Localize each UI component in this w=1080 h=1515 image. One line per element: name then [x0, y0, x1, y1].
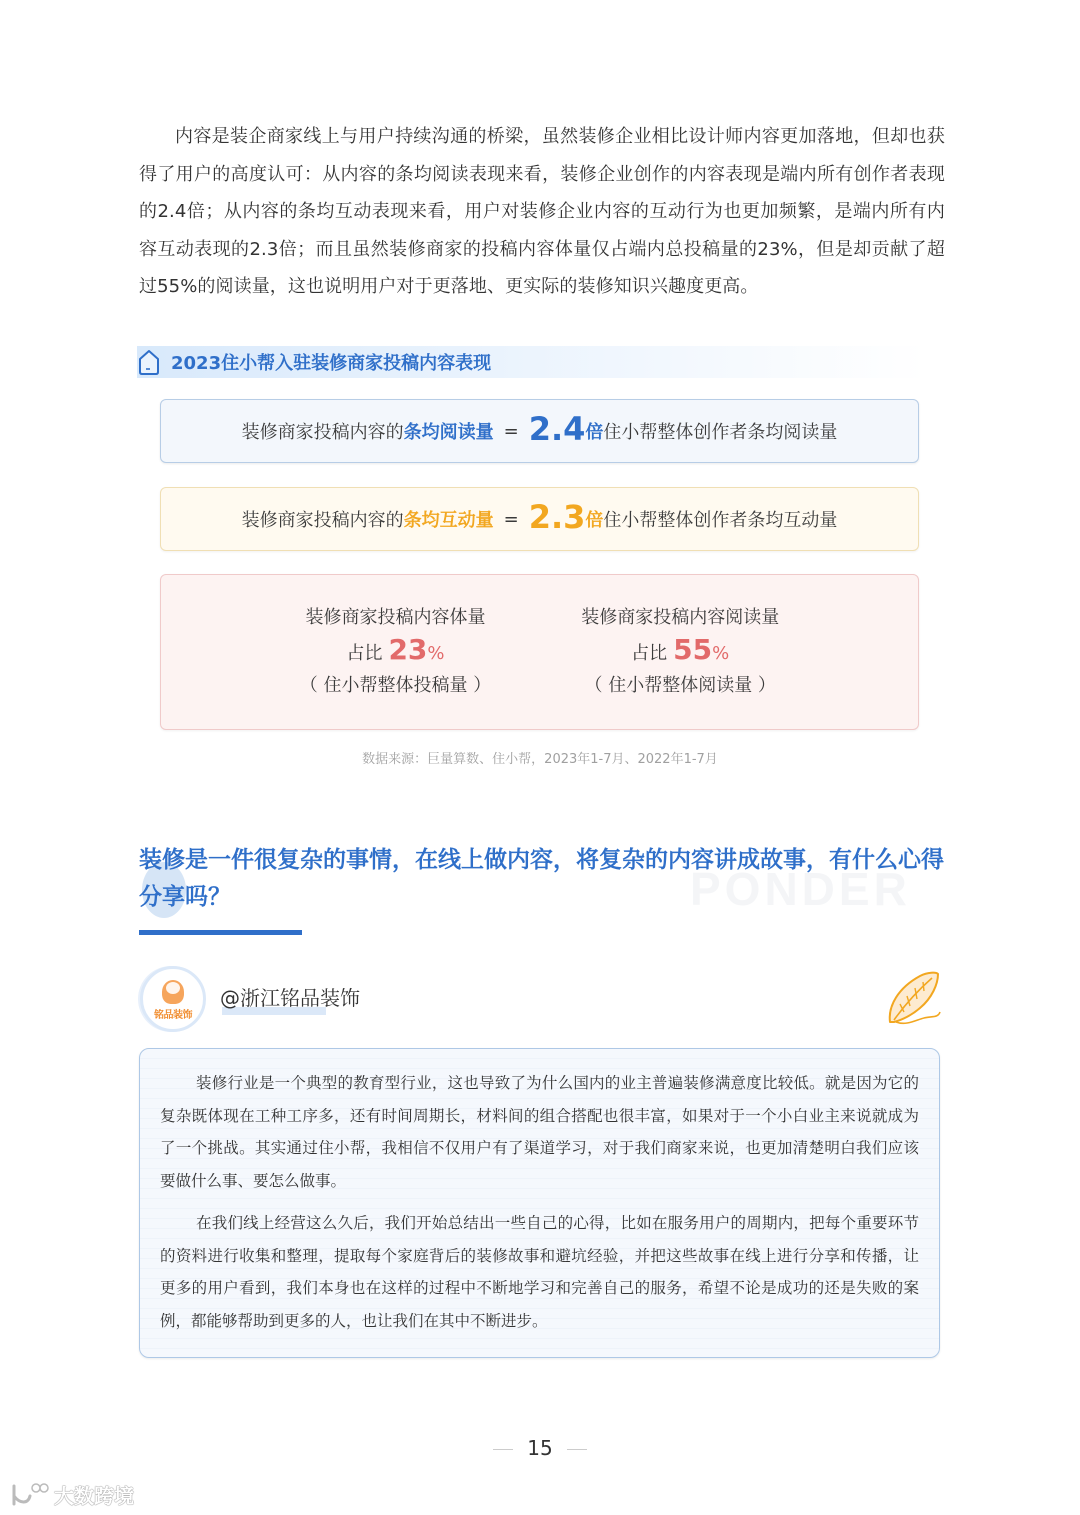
question-underline	[139, 930, 302, 935]
stat-card-reading	[160, 399, 919, 463]
intro-section	[139, 118, 945, 306]
section-header	[137, 346, 927, 378]
stat-unit: 倍	[585, 422, 604, 443]
stat-unit: 倍	[585, 510, 604, 531]
author-name: @浙江铭品装饰	[220, 986, 360, 1010]
share-label: 装修商家投稿内容阅读量	[581, 607, 780, 628]
equals-sign: =	[503, 420, 519, 442]
equals-sign: =	[503, 508, 519, 530]
stat-value: 2.4	[528, 410, 586, 448]
share-note: （ 住小帮整体阅读量 ）	[584, 675, 776, 696]
data-source: 数据来源：巨量算数、住小帮，2023年1-7月、2022年1-7月	[362, 752, 718, 767]
page-number-value: 15	[527, 1436, 553, 1460]
avatar	[140, 966, 206, 1032]
share-reads	[581, 602, 779, 702]
share-value: 23	[388, 633, 428, 666]
answer-quote-box	[139, 1048, 940, 1358]
answer-paragraph: 在我们线上经营这么久后，我们开始总结出一些自己的心得，比如在服务用户的周期内，把每个重要环节的资料进行收集和整理，提取每个家庭背后的装修故事和避坑经验，并把这些故事在线上进行分享和传播，让更多的用户看到，我们本身也在这样的过程中不断地学习和完善自己的服务，希望不论是成功的还是失败的案例，都能够帮助到更多的人，也让我们在其中不断进步。	[160, 1214, 919, 1330]
stat-card-share	[160, 574, 919, 730]
divider	[493, 1449, 513, 1450]
share-unit: %	[427, 643, 445, 664]
stat-highlight: 条均阅读量	[403, 422, 494, 443]
share-value-line	[581, 634, 779, 670]
interview-question: 装修是一件很复杂的事情，在线上做内容，将复杂的内容讲成故事，有什么心得分享吗？	[139, 847, 944, 910]
share-value-line	[300, 634, 491, 670]
stat-prefix: 装修商家投稿内容的	[241, 510, 404, 531]
quill-icon	[880, 966, 946, 1032]
share-note: （ 住小帮整体投稿量 ）	[299, 675, 492, 696]
share-prefix: 占比	[346, 643, 383, 664]
intro-paragraph: 内容是装企商家线上与用户持续沟通的桥梁，虽然装修企业相比设计师内容更加落地，但却也获得了用户的高度认可：从内容的条均阅读表现来看，装修企业创作的内容表现是端内所有创作者表现的2.4倍；从内容的条均互动表现来看，用户对装修企业内容的互动行为也更加频繁，是端内所有内容互动表现的2.3倍；而且虽然装修商家的投稿内容体量仅占端内总投稿量的23%，但是却贡献了超过55%的阅读量，这也说明用户对于更落地、更实际的装修知识兴趣度更高。	[139, 126, 945, 297]
divider	[567, 1449, 587, 1450]
stat-card-interaction	[160, 487, 919, 551]
avatar-brand: 铭品装饰	[154, 1009, 192, 1021]
section-title: 2023住小帮入驻装修商家投稿内容表现	[171, 353, 492, 374]
watermark-logo	[10, 1480, 134, 1509]
watermark-text: PONDER	[690, 863, 911, 915]
mascot-icon	[162, 980, 184, 1004]
answer-paragraph: 装修行业是一个典型的教育型行业，这也导致了为什么国内的业主普遍装修满意度比较低。就是因为它的复杂既体现在工种工序多，还有时间周期长，材料间的组合搭配也很丰富，如果对于一个小白业主来说就成为了一个挑战。其实通过住小帮，我相信不仅用户有了渠道学习，对于我们商家来说，也更加清楚明白我们应该要做什么事、要怎么做事。	[160, 1074, 919, 1190]
stat-suffix: 住小帮整体创作者条均互动量	[603, 510, 838, 531]
share-label: 装修商家投稿内容体量	[305, 607, 486, 628]
logo-text: 大数跨境	[54, 1484, 134, 1508]
stat-highlight: 条均互动量	[403, 510, 494, 531]
house-icon	[137, 348, 161, 376]
share-prefix: 占比	[631, 643, 668, 664]
share-value: 55	[673, 633, 713, 666]
page-number	[0, 1436, 1080, 1460]
stat-prefix: 装修商家投稿内容的	[241, 422, 404, 443]
share-volume	[300, 602, 491, 702]
share-unit: %	[712, 643, 730, 664]
stat-value: 2.3	[528, 498, 586, 536]
logo-icon	[10, 1482, 50, 1508]
share-columns	[300, 602, 779, 702]
stat-suffix: 住小帮整体创作者条均阅读量	[603, 422, 838, 443]
